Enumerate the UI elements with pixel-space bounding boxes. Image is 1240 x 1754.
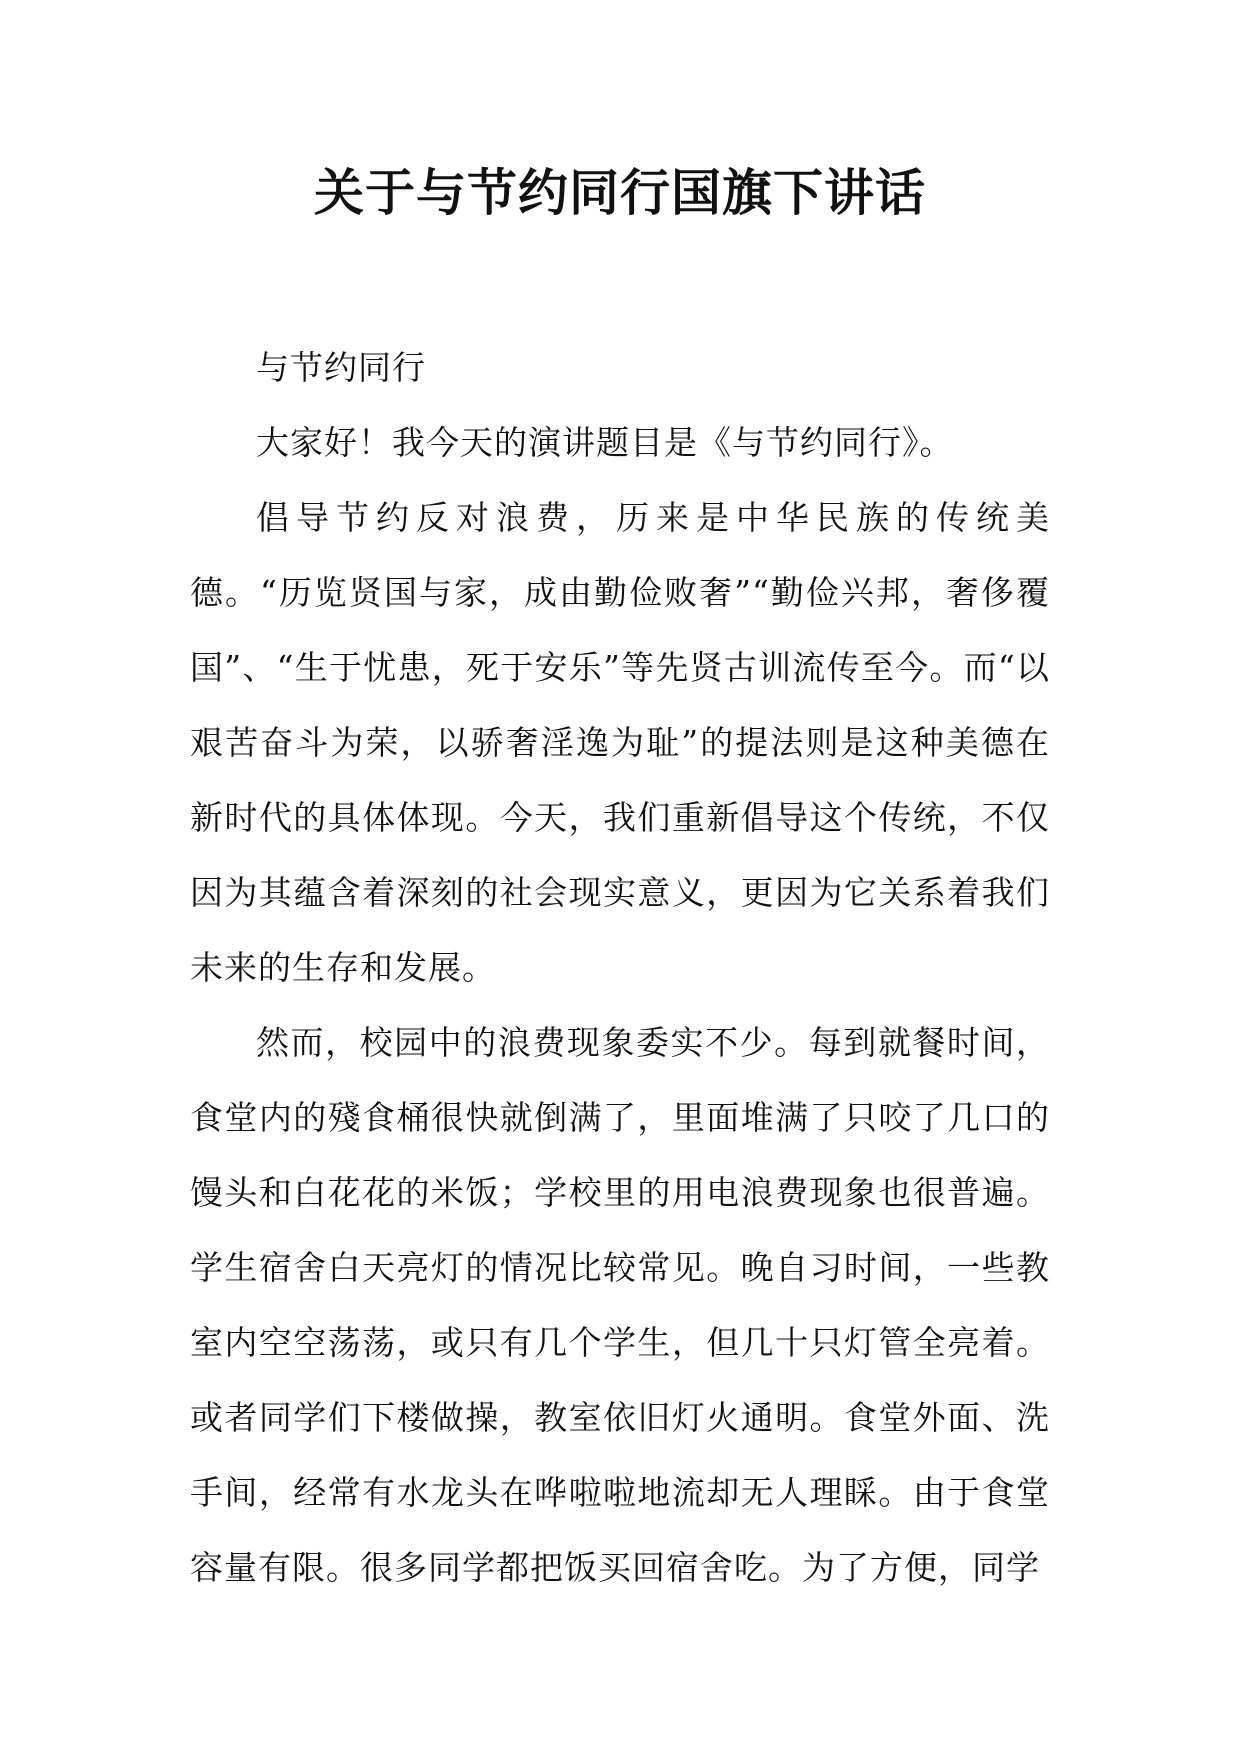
paragraph-body: 然而，校园中的浪费现象委实不少。每到就餐时间，食堂内的殘食桶很快就倒满了，里面堆满了只咬了几口的馒头和白花花的米饭；学校里的用电浪费现象也很普遍。学生宿舍白天亮灯的情况比较常见。晚自习时间，一些教室内空空荡荡，或只有几个学生，但几十只灯管全亮着。或者同学们下楼做操，教室依旧灯火通明。食堂外面、洗手间，经常有水龙头在哗啦啦地流却无人理睬。由于食堂容量有限。很多同学都把饭买回宿舍吃。为了方便，同学 (190, 1023, 1050, 1587)
paragraph-subtitle: 与节约同行 (256, 348, 426, 387)
paragraph-body: 倡导节约反对浪费，历来是中华民族的传统美德。“历览贤国与家，成由勤俭败奢”“勤俭兴邦，奢侈覆国”、“生于忧患，死于安乐”等先贤古训流传至今。而“以艰苦奋斗为荣，以骄奢淫逸为耻”的提法则是这种美德在新时代的具体体现。今天，我们重新倡导这个传统，不仅因为其蕴含着深刻的社会现实意义，更因为它关系着我们未来的生存和发展。 (190, 498, 1050, 987)
document-body (190, 330, 1050, 1605)
paragraph-greeting: 大家好！我今天的演讲题目是《与节约同行》。 (256, 423, 954, 462)
document-title: 关于与节约同行国旗下讲话 (314, 164, 926, 222)
